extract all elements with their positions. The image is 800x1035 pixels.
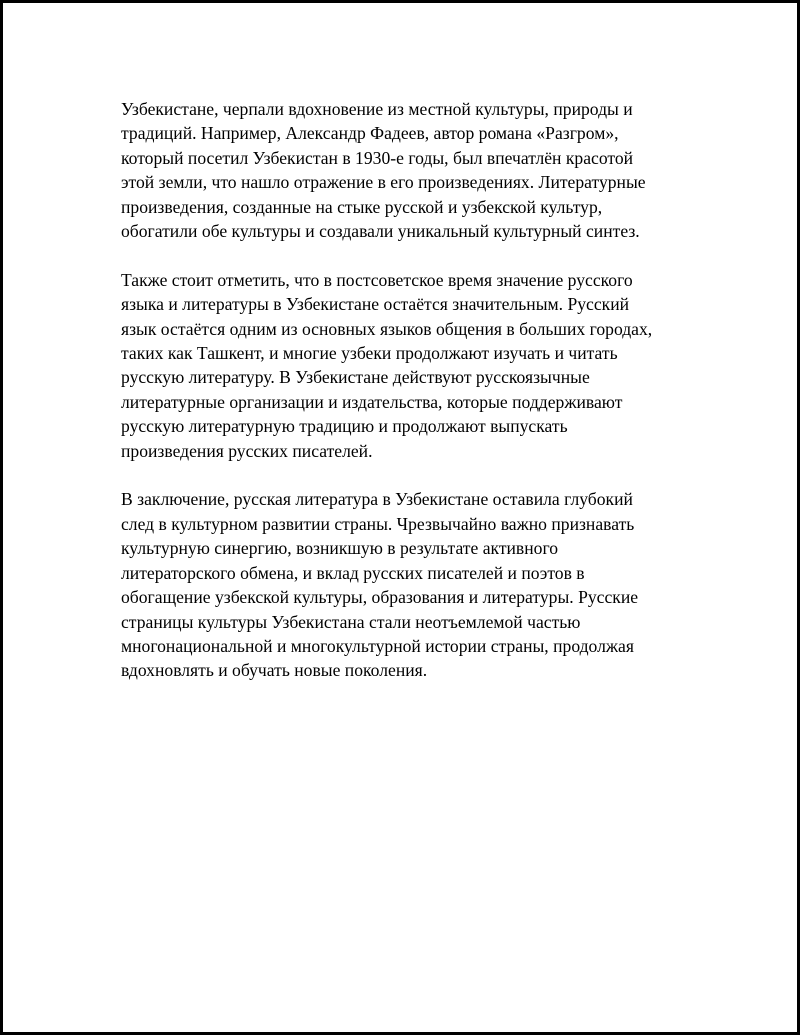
paragraph-1: Узбекистане, черпали вдохновение из местной культуры, природы и традиций. Например, Александр Фадеев, автор романа «Разгром», который посетил Узбекистан в 1930-е годы, был впечатлён красотой этой земли, что нашло отражение в его произведениях. Литературные произведения, созданные на стыке русской и узбекской культур, обогатили обе культуры и создавали уникальный культурный синтез. xyxy=(121,99,646,242)
document-body xyxy=(121,97,701,707)
paragraph-3: В заключение, русская литература в Узбекистане оставила глубокий след в культурном развитии страны. Чрезвычайно важно признавать культурную синергию, возникшую в результате активного литераторского обмена, и вклад русских писателей и поэтов в обогащение узбекской культуры, образования и литературы. Русские страницы культуры Узбекистана стали неотъемлемой частью многонациональной и многокультурной истории страны, продолжая вдохновлять и обучать новые поколения. xyxy=(121,489,639,681)
paragraph-2: Также стоит отметить, что в постсоветское время значение русского языка и литературы в Узбекистане остаётся значительным. Русский язык остаётся одним из основных языков общения в больших городах, таких как Ташкент, и многие узбеки продолжают изучать и читать русскую литературу. В Узбекистане действуют русскоязычные литературные организации и издательства, которые поддерживают русскую литературную традицию и продолжают выпускать произведения русских писателей. xyxy=(121,269,653,461)
